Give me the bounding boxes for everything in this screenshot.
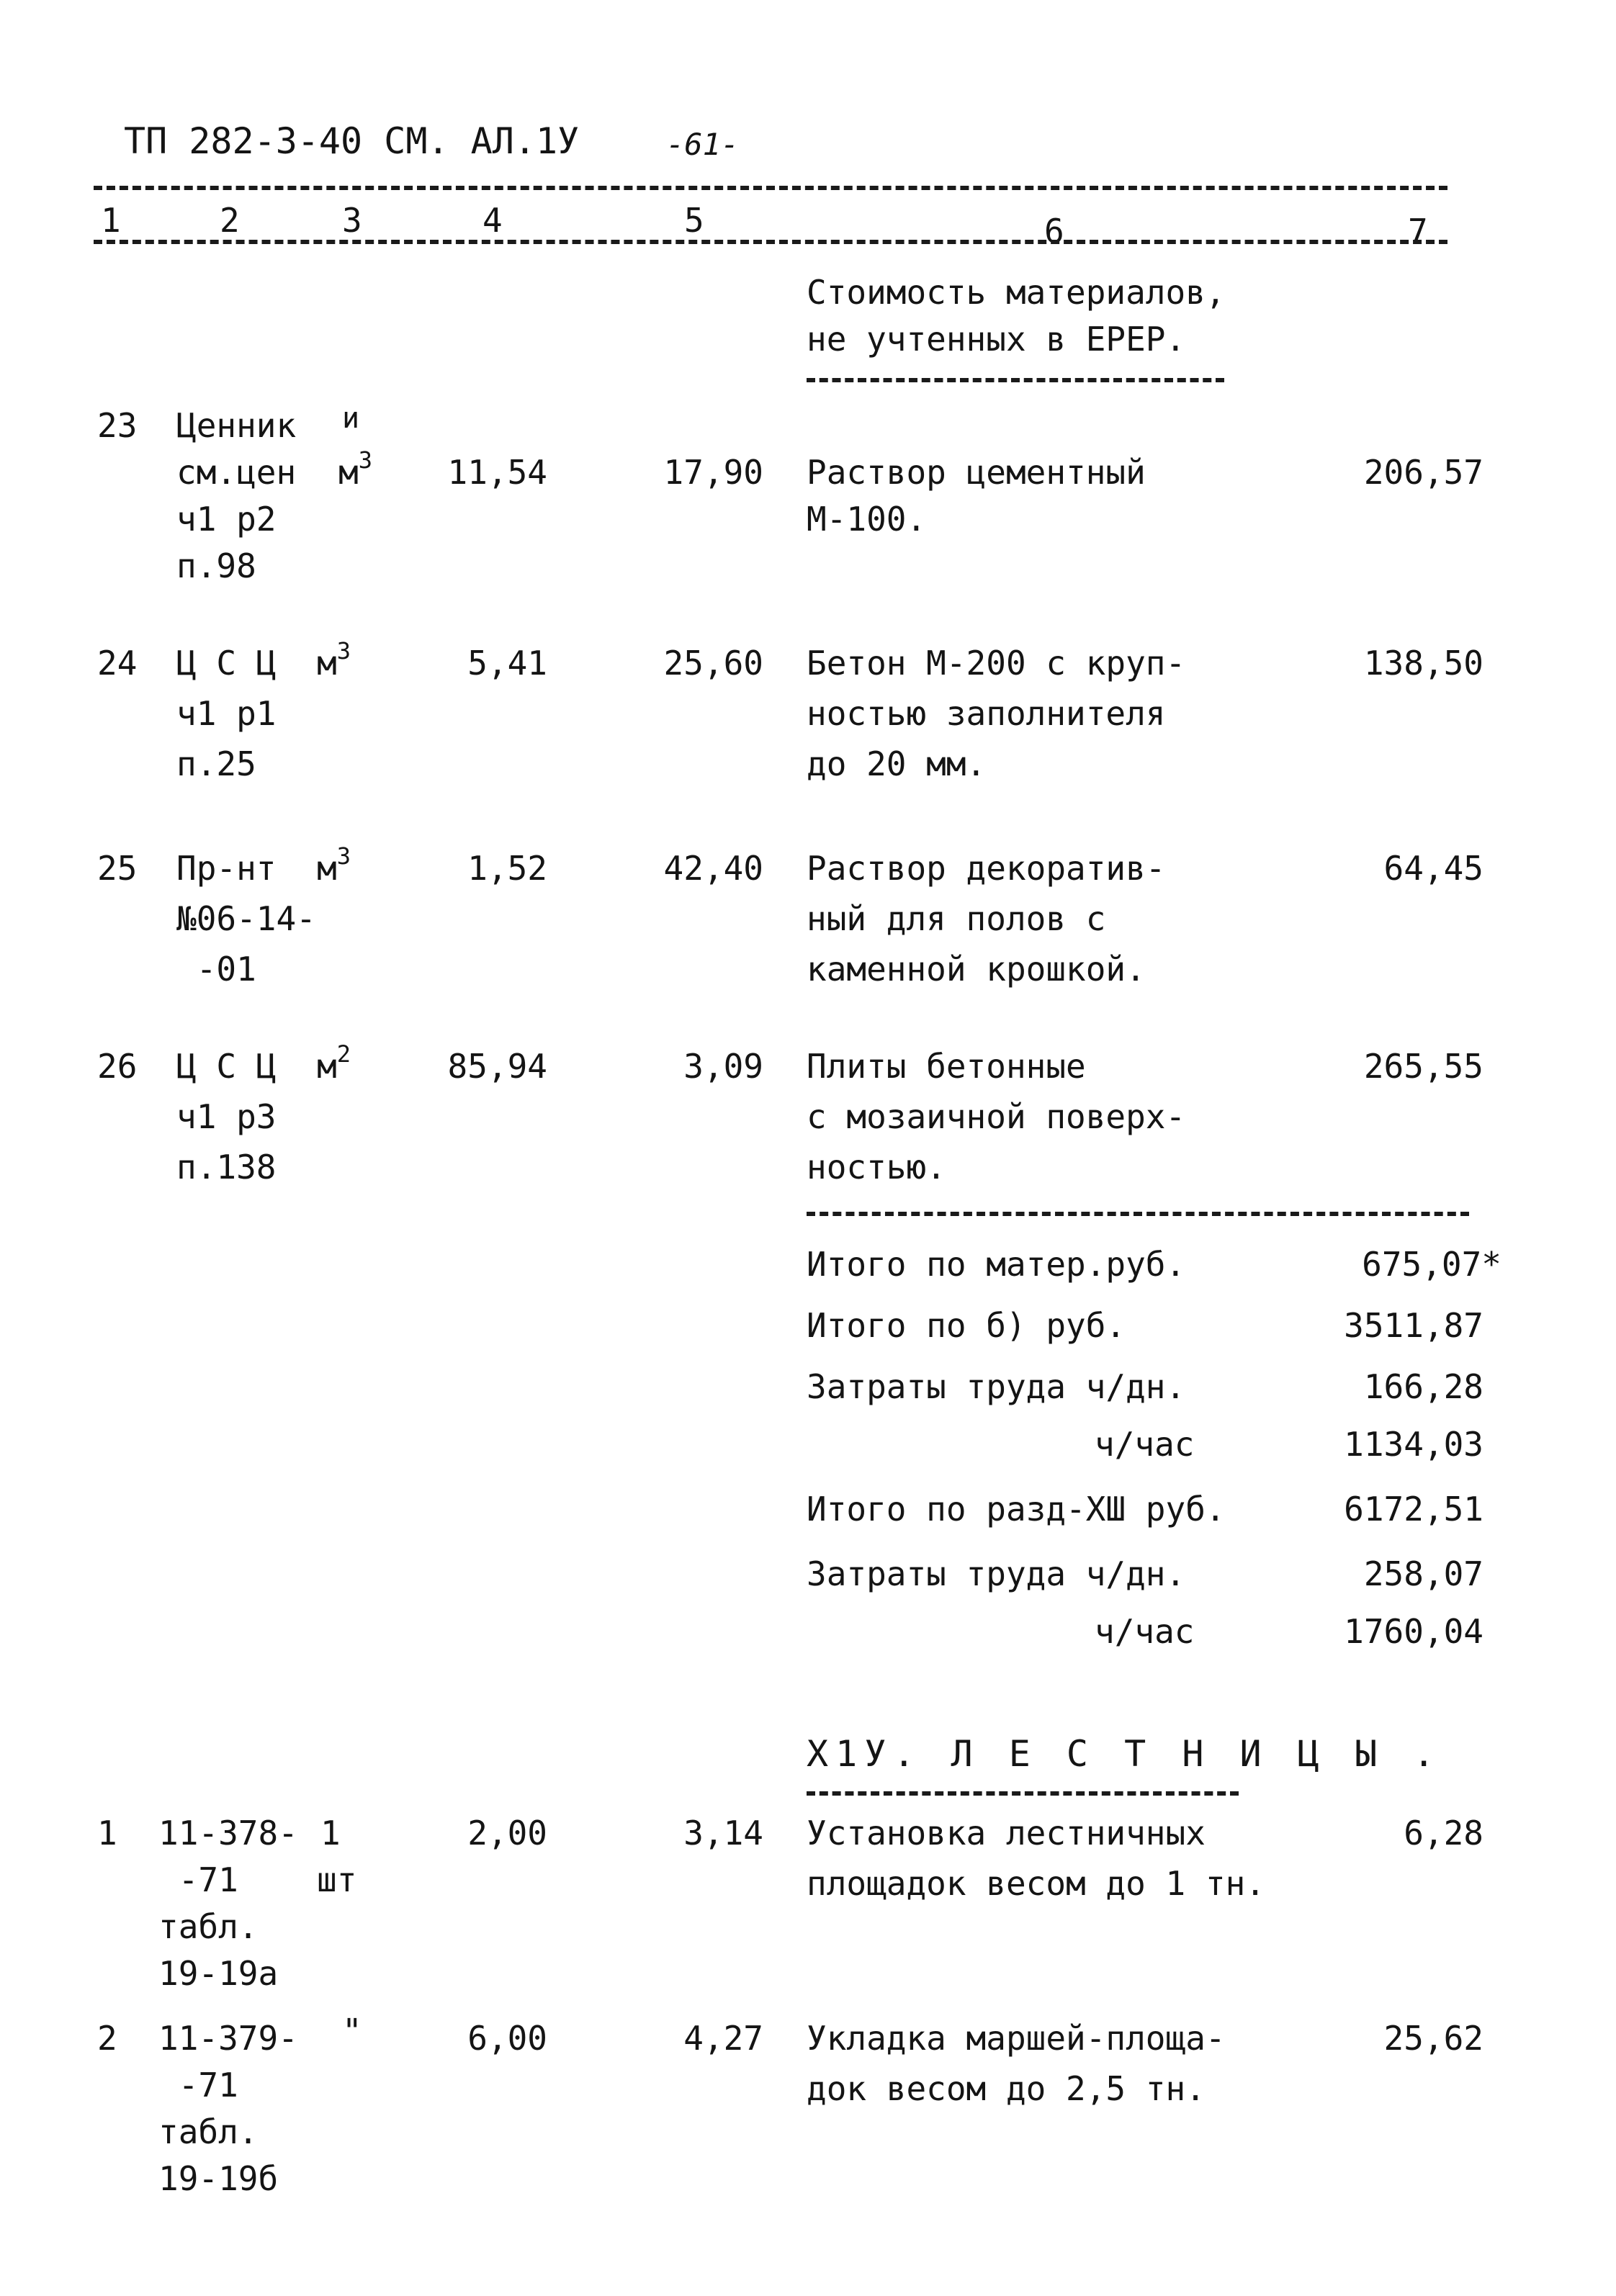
column-number-2: 2: [220, 201, 240, 240]
materials-heading-rule: [807, 378, 1224, 382]
column-number-7: 7: [1408, 212, 1428, 251]
row-total: 6,28: [1404, 1814, 1483, 1852]
row-quantity: 11,54: [447, 453, 547, 492]
row-unit: шт: [317, 1860, 357, 1899]
row-code-line: п.25: [176, 744, 256, 783]
row-code-line: 11-379-: [158, 2019, 298, 2058]
row-number: 26: [97, 1047, 138, 1086]
row-quantity: 85,94: [447, 1047, 547, 1086]
total-value: 6172,51: [1344, 1490, 1483, 1529]
row-unit-ditto-mark: ": [342, 2012, 362, 2050]
row-unit: $м^3$: [317, 637, 351, 683]
materials-heading-line-1: Стоимость материалов,: [807, 273, 1226, 312]
total-label: Итого по разд-XШ руб.: [807, 1490, 1226, 1529]
total-label: ч/час: [1095, 1612, 1195, 1651]
row-code-line: Ц С Ц: [176, 1047, 277, 1086]
materials-heading-line-2: не учтенных в ЕРЕР.: [807, 320, 1186, 359]
column-number-6: 6: [1044, 212, 1064, 251]
column-number-4: 4: [482, 201, 503, 240]
row-description-line: М-100.: [807, 500, 927, 539]
row-description-line: с мозаичной поверх-: [807, 1097, 1186, 1136]
row-description-line: Раствор цементный: [807, 453, 1146, 492]
total-label: Затраты труда ч/дн.: [807, 1367, 1186, 1406]
row-code-line: ч1 р3: [176, 1097, 277, 1136]
totals-rule: [807, 1212, 1469, 1216]
row-price: 42,40: [663, 849, 763, 888]
column-number-5: 5: [684, 201, 704, 240]
row-code-line: Пр-нт: [176, 849, 277, 888]
row-code-line: п.98: [176, 546, 256, 585]
row-unit-note: 1: [320, 1814, 341, 1852]
document-id: ТП 282-3-40 СМ. АЛ.1У: [124, 120, 580, 162]
row-description-line: Укладка маршей-площа-: [807, 2019, 1226, 2058]
total-label: ч/час: [1095, 1425, 1195, 1464]
row-unit: $м^2$: [317, 1040, 351, 1086]
row-number: 2: [97, 2019, 117, 2058]
total-value: 258,07: [1363, 1554, 1483, 1593]
row-description-line: Установка лестничных: [807, 1814, 1206, 1852]
row-code-line: Ц С Ц: [176, 644, 277, 683]
row-total: 64,45: [1383, 849, 1483, 888]
row-price: 17,90: [663, 453, 763, 492]
row-description-line: ностью заполнителя: [807, 694, 1166, 733]
row-code-line: табл.: [158, 2112, 259, 2151]
row-price: 4,27: [683, 2019, 763, 2058]
row-description-line: каменной крошкой.: [807, 950, 1146, 989]
page-number: -61-: [666, 127, 740, 162]
row-quantity: 5,41: [467, 644, 547, 683]
row-description-line: площадок весом до 1 тн.: [807, 1864, 1265, 1903]
row-code-line: табл.: [158, 1907, 259, 1946]
section-title: Х1У. Л Е С Т Н И Ц Ы .: [807, 1733, 1442, 1775]
row-price: 3,09: [683, 1047, 763, 1086]
header-rule-bottom: [94, 240, 1447, 244]
total-value: 1760,04: [1344, 1612, 1483, 1651]
row-code-line: 19-19б: [158, 2159, 279, 2198]
row-unit-note: и: [342, 402, 360, 435]
row-description-line: ный для полов с: [807, 899, 1106, 938]
row-number: 25: [97, 849, 138, 888]
row-code-line: -01: [176, 950, 256, 989]
row-description-line: до 20 мм.: [807, 744, 987, 783]
row-total: 206,57: [1363, 453, 1483, 492]
row-total: 265,55: [1363, 1047, 1483, 1086]
row-code-line: ч1 р1: [176, 694, 277, 733]
row-code-line: см.цен: [176, 453, 297, 492]
section-title-rule: [807, 1791, 1239, 1796]
row-description-line: док весом до 2,5 тн.: [807, 2069, 1206, 2108]
row-code-line: 11-378-: [158, 1814, 298, 1852]
row-description-line: Раствор декоратив-: [807, 849, 1166, 888]
row-code-line: п.138: [176, 1148, 277, 1187]
row-unit: $м^3$: [338, 446, 372, 492]
row-description-line: ностью.: [807, 1148, 946, 1187]
row-total: 138,50: [1363, 644, 1483, 683]
row-price: 25,60: [663, 644, 763, 683]
header-rule-top: [94, 186, 1447, 190]
column-number-1: 1: [101, 201, 121, 240]
row-price: 3,14: [683, 1814, 763, 1852]
total-value: 675,07*: [1362, 1245, 1501, 1284]
total-value: 166,28: [1363, 1367, 1483, 1406]
row-quantity: 1,52: [467, 849, 547, 888]
row-code-line: -71: [158, 2066, 238, 2104]
row-total: 25,62: [1383, 2019, 1483, 2058]
row-code-line: -71: [158, 1860, 238, 1899]
row-quantity: 2,00: [467, 1814, 547, 1852]
row-unit: $м^3$: [317, 842, 351, 888]
row-code-line: №06-14-: [176, 899, 316, 938]
row-code-line: 19-19а: [158, 1954, 279, 1993]
total-value: 1134,03: [1344, 1425, 1483, 1464]
row-description-line: Плиты бетонные: [807, 1047, 1086, 1086]
row-number: 1: [97, 1814, 117, 1852]
column-number-3: 3: [342, 201, 362, 240]
row-number: 24: [97, 644, 138, 683]
total-label: Итого по б) руб.: [807, 1306, 1126, 1345]
row-code-line: ч1 р2: [176, 500, 277, 539]
row-code-line: Ценник: [176, 406, 297, 445]
row-quantity: 6,00: [467, 2019, 547, 2058]
total-value: 3511,87: [1344, 1306, 1483, 1345]
total-label: Итого по матер.руб.: [807, 1245, 1186, 1284]
total-label: Затраты труда ч/дн.: [807, 1554, 1186, 1593]
row-description-line: Бетон М-200 с круп-: [807, 644, 1186, 683]
row-number: 23: [97, 406, 138, 445]
